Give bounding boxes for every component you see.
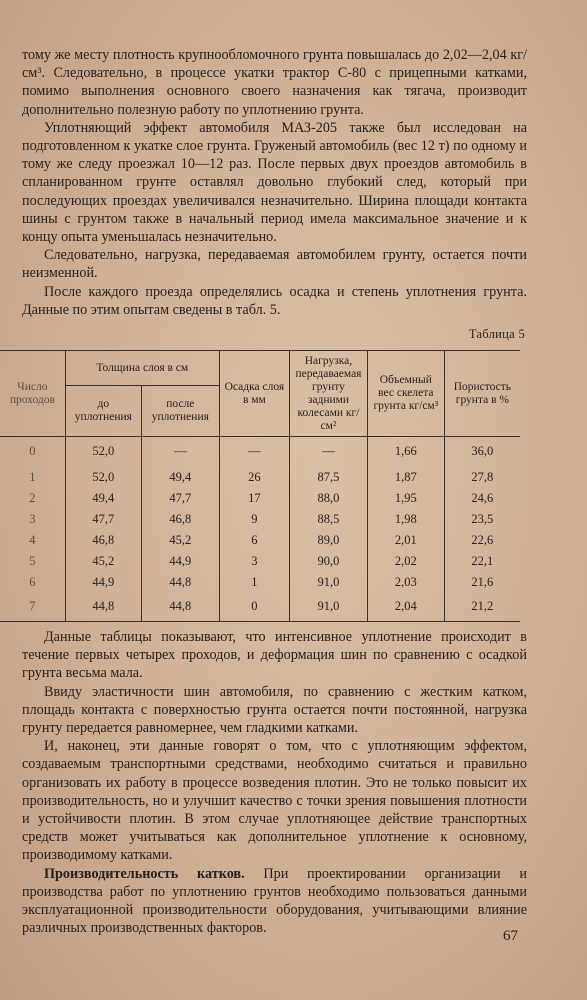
cell-load: 91,0 bbox=[290, 572, 368, 593]
table-row bbox=[0, 509, 520, 530]
cell-porosity: 21,2 bbox=[444, 593, 520, 622]
cell-passes: 1 bbox=[0, 467, 65, 488]
cell-porosity: 23,5 bbox=[444, 509, 520, 530]
cell-after: 44,9 bbox=[141, 551, 219, 572]
paragraph: После каждого проезда определялись осадка и степень уплотнения грунта. Данные по этим опытам сведены в табл. 5. bbox=[22, 283, 527, 318]
table-row bbox=[0, 572, 520, 593]
table-caption: Таблица 5 bbox=[468, 327, 525, 341]
cell-density: 2,03 bbox=[367, 572, 444, 593]
cell-load: 89,0 bbox=[290, 530, 368, 551]
table-row bbox=[0, 530, 520, 551]
cell-passes: 4 bbox=[0, 530, 65, 551]
cell-porosity: 36,0 bbox=[444, 437, 520, 467]
cell-after: 44,8 bbox=[141, 572, 219, 593]
cell-before: 44,9 bbox=[65, 572, 141, 593]
cell-density: 1,98 bbox=[367, 509, 444, 530]
paragraph: Следовательно, нагрузка, передаваемая автомобилем грунту, остается почти неизменной. bbox=[22, 247, 527, 282]
cell-before: 49,4 bbox=[65, 488, 141, 509]
cell-load: 88,5 bbox=[290, 509, 368, 530]
header-passes: Число проходов bbox=[0, 351, 65, 437]
data-table bbox=[0, 350, 520, 622]
header-settlement: Осадка слоя в мм bbox=[219, 351, 289, 437]
section-heading: Производительность катков. bbox=[44, 865, 245, 882]
header-thickness: Толщина слоя в см bbox=[65, 351, 219, 386]
cell-after: — bbox=[141, 437, 219, 467]
cell-porosity: 22,6 bbox=[444, 530, 520, 551]
cell-before: 52,0 bbox=[65, 437, 141, 467]
section-text: При проектировании организации и производства работ по уплотнению грунтов необходимо пользоваться данными эксплуатационной производительности оборудования, учитывающими влияние различных производственных факторов. bbox=[22, 865, 527, 937]
cell-density: 2,04 bbox=[367, 593, 444, 622]
cell-density: 1,66 bbox=[367, 437, 444, 467]
cell-settlement: 0 bbox=[219, 593, 289, 622]
cell-load: 91,0 bbox=[290, 593, 368, 622]
table-row bbox=[0, 551, 520, 572]
header-density: Объемный вес скелета грунта кг/см³ bbox=[367, 351, 444, 437]
cell-load: 88,0 bbox=[290, 488, 368, 509]
cell-load: 87,5 bbox=[290, 467, 368, 488]
cell-before: 47,7 bbox=[65, 509, 141, 530]
cell-settlement: 17 bbox=[219, 488, 289, 509]
cell-settlement: 9 bbox=[219, 509, 289, 530]
table-row bbox=[0, 593, 520, 622]
cell-passes: 5 bbox=[0, 551, 65, 572]
cell-settlement: 1 bbox=[219, 572, 289, 593]
header-load: Нагрузка, передаваемая грунту задними колесами кг/см² bbox=[290, 351, 368, 437]
cell-before: 52,0 bbox=[65, 467, 141, 488]
cell-settlement: — bbox=[219, 437, 289, 467]
bottom-text bbox=[22, 628, 527, 937]
cell-porosity: 24,6 bbox=[444, 488, 520, 509]
cell-porosity: 22,1 bbox=[444, 551, 520, 572]
paragraph: Ввиду эластичности шин автомобиля, по сравнению с жестким катком, площадь контакта с поверхностью грунта остается почти постоянной, нагрузка грунту передается равномернее, чем гладкими катками. bbox=[22, 683, 527, 737]
cell-passes: 2 bbox=[0, 488, 65, 509]
cell-passes: 0 bbox=[0, 437, 65, 467]
cell-passes: 7 bbox=[0, 593, 65, 622]
cell-before: 45,2 bbox=[65, 551, 141, 572]
cell-density: 2,02 bbox=[367, 551, 444, 572]
table-row bbox=[0, 488, 520, 509]
top-text bbox=[22, 46, 527, 319]
cell-settlement: 3 bbox=[219, 551, 289, 572]
cell-density: 2,01 bbox=[367, 530, 444, 551]
paragraph: тому же месту плотность крупнообломочного грунта повышалась до 2,02—2,04 кг/см³. Следовательно, в процессе укатки трактор С-80 с прицепными катками, помимо выполнения основного своего назначения как тягача, производит дополнительно полезную работу по уплотнению грунта. bbox=[22, 47, 527, 118]
table-row bbox=[0, 467, 520, 488]
cell-after: 49,4 bbox=[141, 467, 219, 488]
paragraph: И, наконец, эти данные говорят о том, что с уплотняющим эффектом, создаваемым транспортными средствами, необходимо считаться и правильно организовать их работу в процессе возведения плотин. Это не только повысит их производительность, но и улучшит качество с точки зрения повышения плотности и устойчивости плотин. В этом случае уплотняющее действие транспортных средств может учитываться как дополнительное уплотнение к основному, производимому катками. bbox=[22, 738, 527, 864]
cell-load: 90,0 bbox=[290, 551, 368, 572]
cell-load: — bbox=[290, 437, 368, 467]
cell-settlement: 6 bbox=[219, 530, 289, 551]
table-row bbox=[0, 437, 520, 467]
cell-after: 47,7 bbox=[141, 488, 219, 509]
cell-porosity: 27,8 bbox=[444, 467, 520, 488]
paragraph: Данные таблицы показывают, что интенсивное уплотнение происходит в течение первых четырех проходов, и деформация шин по сравнению с осадкой грунта весьма мала. bbox=[22, 629, 527, 682]
header-after: после уплотнения bbox=[141, 386, 219, 437]
paragraph: Уплотняющий эффект автомобиля МАЗ-205 также был исследован на подготовленном к укатке слое грунта. Груженый автомобиль (вес 12 т) по одному и тому же следу проезжал 10—12 раз. После первых двух проездов автомобиль в спланированном грунте оставлял довольно глубокий след, который при последующих проездах увеличивался незначительно. Ширина площади контакта шины с грунтом также в начальный период имела максимальное значение и к концу опыта уменьшалась незначительно. bbox=[22, 119, 527, 246]
cell-settlement: 26 bbox=[219, 467, 289, 488]
cell-passes: 3 bbox=[0, 509, 65, 530]
cell-density: 1,87 bbox=[367, 467, 444, 488]
cell-before: 44,8 bbox=[65, 593, 141, 622]
cell-after: 45,2 bbox=[141, 530, 219, 551]
cell-before: 46,8 bbox=[65, 530, 141, 551]
header-porosity: Пористость грунта в % bbox=[444, 351, 520, 437]
cell-after: 46,8 bbox=[141, 509, 219, 530]
cell-porosity: 21,6 bbox=[444, 572, 520, 593]
paragraph bbox=[22, 865, 527, 938]
cell-density: 1,95 bbox=[367, 488, 444, 509]
header-before: до уплотнения bbox=[65, 386, 141, 437]
page-number: 67 bbox=[503, 928, 518, 944]
cell-after: 44,8 bbox=[141, 593, 219, 622]
cell-passes: 6 bbox=[0, 572, 65, 593]
